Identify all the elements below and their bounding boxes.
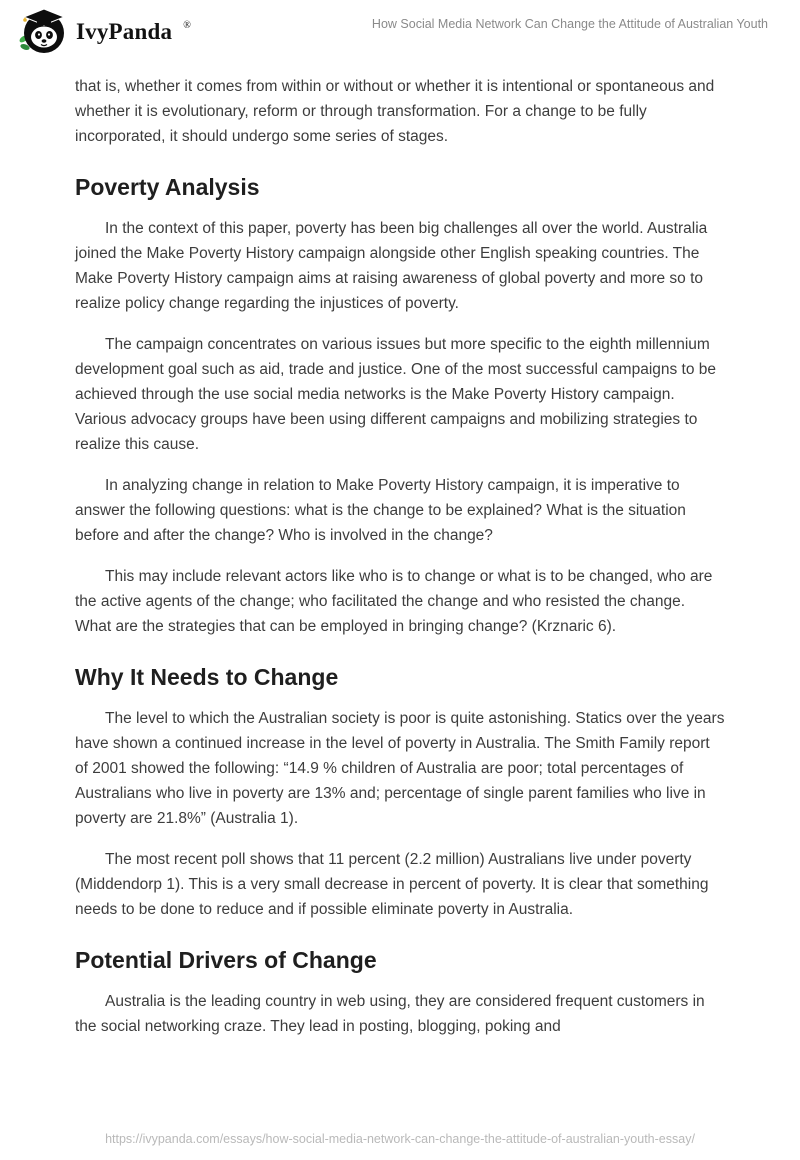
page-footer xyxy=(0,1130,800,1148)
poverty-analysis-paragraph-1: In the context of this paper, poverty has been big challenges all over the world. Australia joined the Make Poverty History campaign alongside other English speaking countries. The Make Poverty History campaign aims at raising awareness of global poverty and more so to realize policy change regarding the injustices of poverty. xyxy=(75,220,708,312)
section-heading-potential-drivers-of-change: Potential Drivers of Change xyxy=(75,947,377,973)
essay-content xyxy=(0,60,800,1039)
ivypanda-panda-logo-icon xyxy=(18,8,66,56)
brand-name: IvyPanda xyxy=(76,19,173,44)
source-url-link[interactable]: https://ivypanda.com/essays/how-social-media-network-can-change-the-attitude-of-australian-youth-essay/ xyxy=(105,1132,695,1146)
section-heading-poverty-analysis: Poverty Analysis xyxy=(75,174,260,200)
document-title: How Social Media Network Can Change the Attitude of Australian Youth xyxy=(371,16,768,31)
poverty-analysis-paragraph-3: In analyzing change in relation to Make Poverty History campaign, it is imperative to answer the following questions: what is the change to be explained? What is the situation before and after the change? Who is involved in the change? xyxy=(75,477,686,544)
potential-drivers-paragraph-1: Australia is the leading country in web using, they are considered frequent customers in the social networking craze. They lead in posting, blogging, poking and xyxy=(75,993,705,1035)
ivypanda-brand-link[interactable] xyxy=(18,8,190,56)
why-change-paragraph-2: The most recent poll shows that 11 percent (2.2 million) Australians live under poverty (Middendorp 1). This is a very small decrease in percent of poverty. It is clear that something needs to be done to reduce and if possible eliminate poverty in Australia. xyxy=(75,851,709,918)
poverty-analysis-paragraph-2: The campaign concentrates on various issues but more specific to the eighth millennium development goal such as aid, trade and justice. One of the most successful campaigns to be achieved through the use social media networks is the Make Poverty History campaign. Various advocacy groups have been using different campaigns and mobilizing strategies to realize this cause. xyxy=(75,336,717,453)
why-change-paragraph-1: The level to which the Australian society is poor is quite astonishing. Statics over the years have shown a continued increase in the level of poverty in Australia. The Smith Family report of 2001 showed the following: “14.9 % children of Australia are poor; total percentages of Australians who live in poverty are 13% and; percentage of single parent families who live in poverty are 21.8%” (Australia 1). xyxy=(75,710,725,827)
page-header xyxy=(0,0,800,60)
poverty-analysis-paragraph-4: This may include relevant actors like who is to change or what is to be changed, who are the active agents of the change; who facilitated the change and who resisted the change. What are the strategies that can be employed in bringing change? (Krznaric 6). xyxy=(75,568,713,635)
registered-trademark-symbol: ® xyxy=(183,19,191,31)
intro-continuation-paragraph: that is, whether it comes from within or without or whether it is intentional or spontaneous and whether it is evolutionary, reform or through transformation. For a change to be fully incorporated, it should undergo some series of stages. xyxy=(75,78,715,145)
section-heading-why-it-needs-to-change: Why It Needs to Change xyxy=(75,664,339,690)
